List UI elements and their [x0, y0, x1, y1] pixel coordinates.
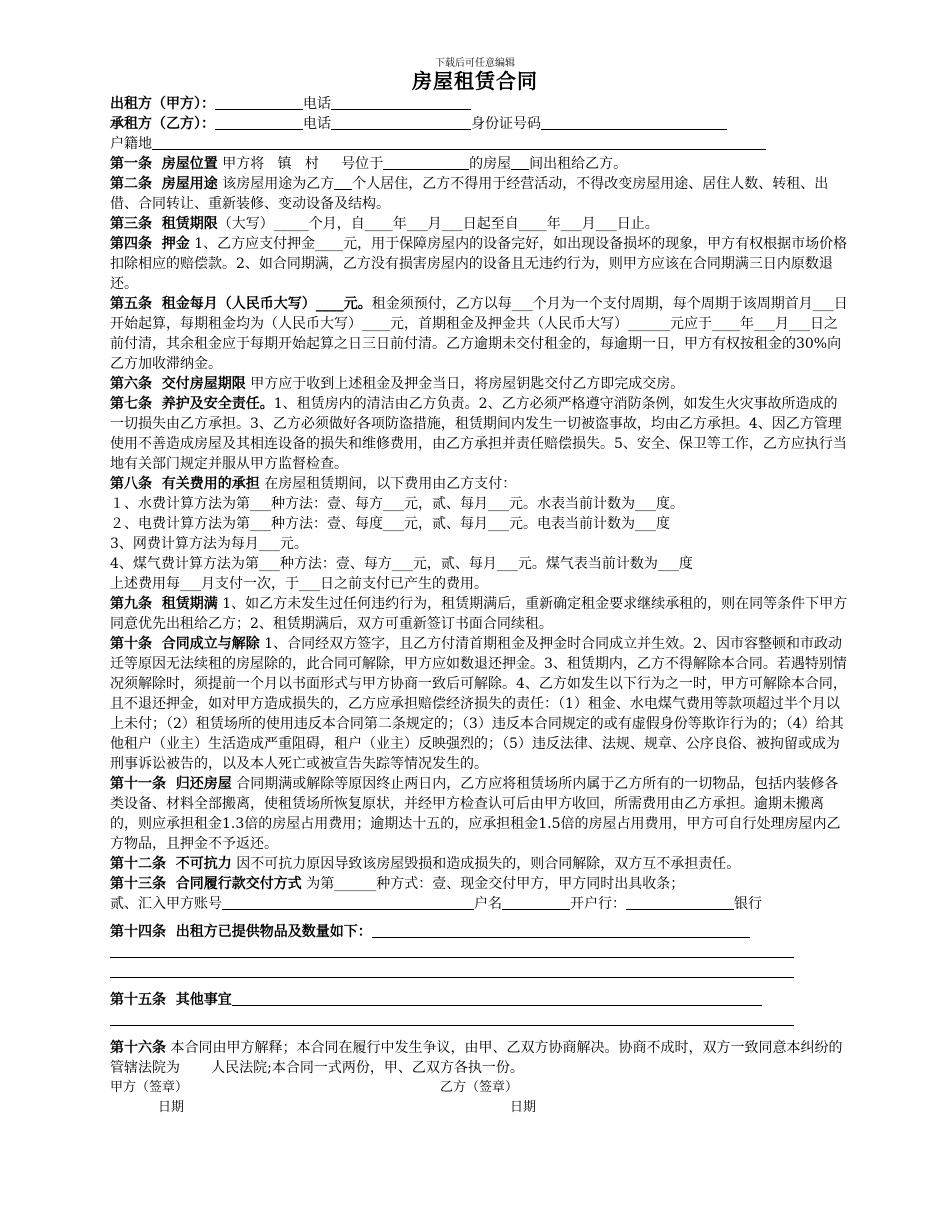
bank-transfer-label: 贰、汇入甲方账号	[110, 896, 222, 912]
article-16-heading: 第十六条	[110, 1040, 166, 1056]
electricity-fee-line: ２、电费计算方法为第___种方法：壹、每度___元，贰、每月___元。电表当前计数为___度	[110, 516, 670, 532]
article-15-heading: 第十五条 其他事宜	[110, 992, 232, 1008]
article-15	[110, 990, 850, 1010]
domicile-blank	[152, 135, 766, 150]
lessee-label: 承租方（乙方）：	[110, 116, 215, 132]
lessor-name-blank	[215, 95, 303, 110]
article-1-rooms-blank	[511, 155, 529, 170]
article-5	[110, 294, 850, 374]
article-3-heading: 第三条 租赁期限	[110, 216, 218, 232]
article-15-blank	[232, 991, 762, 1006]
account-name-label: 户名	[474, 896, 502, 912]
article-16	[110, 1038, 850, 1078]
bank-transfer-line	[110, 894, 850, 914]
article-13-text: 为第______种方式：壹、现金交付甲方，甲方同时出具收条；	[301, 876, 685, 892]
article-3-text: （大写）_____个月，自____年___月___日起至自____年___月___日止。	[217, 216, 659, 232]
network-fee-line: 3、网费计算方法为每月___元。	[110, 536, 308, 552]
article-14	[110, 922, 850, 942]
lessor-phone-label: 电话	[303, 96, 331, 112]
bank-name-label: 开户行：	[570, 896, 626, 912]
gas-fee-line: 4、煤气费计算方法为第___种方法：壹、每方___元，贰、每月___元。煤气表当前计数为___度	[110, 556, 693, 572]
article-15-line-2	[110, 1010, 850, 1030]
payment-cycle-line: 上述费用每___月支付一次，于___日之前支付已产生的费用。	[110, 576, 488, 592]
lessor-line	[110, 94, 850, 114]
article-2-heading: 第二条 房屋用途	[110, 176, 218, 192]
article-1-text: 甲方将 镇 村 号位于	[217, 156, 384, 172]
lessee-phone-blank	[331, 115, 471, 130]
lessee-line	[110, 114, 850, 134]
article-6-text: 甲方应于收到上述租金及押金当日，将房屋钥匙交付乙方即完成交房。	[245, 376, 685, 392]
signature-row	[110, 1078, 850, 1098]
lessor-phone-blank	[331, 95, 471, 110]
party-b-date: 日期	[510, 1100, 537, 1115]
article-13-heading: 第十三条 合同履行款交付方式	[110, 876, 302, 892]
party-a-signature: 甲方（签章）	[110, 1080, 189, 1095]
domicile-line	[110, 134, 850, 154]
article-16-text: 本合同由甲方解释；本合同在履行中发生争议，由甲、乙双方协商解决。协商不成时，双方一致同意本纠纷的管辖法院为 人民法院;本合同一式两份，甲、乙双方各执一份。	[110, 1040, 843, 1076]
article-4-heading: 第四条 押金	[110, 236, 190, 252]
article-9-text: 1、如乙方未发生过任何违约行为，租赁期满后，重新确定租金要求继续承租的，则在同等条件下甲方同意优先出租给乙方；2、租赁期满后，双方可重新签订书面合同续租。	[110, 596, 848, 632]
article-12-heading: 第十二条 不可抗力	[110, 856, 232, 872]
party-b-signature: 乙方（签章）	[440, 1080, 519, 1095]
article-4-text: 1、乙方应支付押金____元，用于保障房屋内的设备完好，如出现设备损坏的现象，甲方有权根据市场价格扣除相应的赔偿款。2、如合同期满，乙方没有损害房屋内的设备且无违约行为，则甲方应该在合同期满三日内原数退还。	[110, 236, 848, 292]
article-1	[110, 154, 850, 174]
article-10-text: 1、合同经双方签字，且乙方付清首期租金及押金时合同成立并生效。2、因市容整顿和市政动迁等原因无法续租的房屋除的，此合同可解除，甲方应如数退还押金。3、租赁期内，乙方不得解除本合同。若遇特别情况须解除时，须提前一个月以书面形式与甲方协商一致后可解除。4、乙方如发生以下行为之一时，甲方可解除本合同，且不退还押金，如对甲方造成损失的，乙方应承担赔偿经济损失的责任：（1）租金、水电煤气费用等款项超过半个月以上未付；（2）租赁场所的使用违反本合同第二条规定的；（3）违反本合同规定的或有虚假身份等欺诈行为的；（4）给其他租户（业主）生活造成严重阻碍，租户（业主）反映强烈的；（5）违反法律、法规、规章、公序良俗、被拘留或成为刑事诉讼被告的，以及本人死亡或被宣告失踪等情况发生的。	[110, 636, 847, 772]
document-title: 房屋租赁合同	[412, 69, 538, 93]
article-11	[110, 774, 850, 854]
article-1-heading: 第一条 房屋位置	[110, 156, 218, 172]
account-number-blank	[222, 895, 474, 910]
article-8-heading: 第八条 有关费用的承担	[110, 476, 260, 492]
article-13	[110, 874, 850, 894]
contract-body	[110, 94, 850, 1118]
article-6-heading: 第六条 交付房屋期限	[110, 376, 246, 392]
article-9	[110, 594, 850, 634]
lessee-id-label: 身份证号码	[471, 116, 541, 132]
article-14-line-3	[110, 962, 850, 982]
article-11-text: 合同期满或解除等原因终止两日内，乙方应将租赁场所内属于乙方所有的一切物品，包括内装修各类设备、材料全部搬离，使租赁场所恢复原状，并经甲方检查认可后由甲方收回，所需费用由乙方承担。逾期未搬离的，则应承担租金1.3倍的房屋占用费用；逾期达十五的，应承担租金1.5倍的房屋占用费用，甲方可自行处理房屋内乙方物品，且押金不予返还。	[110, 776, 841, 852]
article-12-text: 因不可抗力原因导致该房屋毁损和造成损失的，则合同解除，双方互不承担责任。	[231, 856, 741, 872]
article-1-end: 间出租给乙方。	[529, 156, 628, 172]
article-6	[110, 374, 850, 394]
article-10	[110, 634, 850, 774]
article-14-blank	[372, 923, 750, 938]
article-3	[110, 214, 850, 234]
article-7-heading: 第七条 养护及安全责任。	[110, 396, 274, 412]
article-14-line-2	[110, 942, 850, 962]
article-9-heading: 第九条 租赁期满	[110, 596, 218, 612]
date-row	[110, 1098, 850, 1118]
article-2-blank	[334, 175, 352, 190]
article-4	[110, 234, 850, 294]
article-8-text: 在房屋租赁期间，以下费用由乙方支付：	[259, 476, 517, 492]
water-fee-line: １、水费计算方法为第___种方法：壹、每方___元，贰、每月___元。水表当前计数为___度。	[110, 496, 684, 512]
article-2-tail: 个人居住，乙方不得用于经营活动，不得改变房屋用途、居住人数、转租、出借、合同转让、重新装修、变动设备及结构。	[110, 176, 829, 212]
article-7-text: 1、租赁房内的清洁由乙方负责。2、乙方必须严格遵守消防条例，如发生火灾事故所造成的一切损失由乙方承担。3、乙方必须做好各项防盗措施，租赁期间内发生一切被盗事故，均由乙方承担。4、因乙方管理使用不善造成房屋及其相连设备的损失和维修费用，由乙方承担并责任赔偿损失。5、安全、保卫等工作，乙方应执行当地有关部门规定并服从甲方监督检查。	[110, 396, 847, 472]
bank-name-blank	[626, 895, 734, 910]
article-10-heading: 第十条 合同成立与解除	[110, 636, 260, 652]
article-8	[110, 474, 850, 494]
article-2	[110, 174, 850, 214]
lessee-id-blank	[541, 115, 727, 130]
account-name-blank	[502, 895, 570, 910]
article-5-text: 租金须预付，乙方以每___个月为一个支付周期，每个周期于该周期首月___日开始起算，每期租金均为（人民币大写）____元，首期租金及押金共（人民币大写）______元应于____年___月___日之前付清，其余租金应于每期开始起算之日三日前付清。乙方逾期未交付租金的，每逾期一日，甲方有权按租金的30%向乙方加收滞纳金。	[110, 296, 848, 372]
article-14-heading: 第十四条 出租方已提供物品及数量如下：	[110, 924, 372, 940]
edit-note: 下载后可任意编辑	[435, 58, 515, 69]
lessor-label: 出租方（甲方）：	[110, 96, 215, 112]
domicile-label: 户籍地	[110, 136, 152, 152]
article-5-heading: 第五条 租金每月（人民币大写）____元。	[110, 296, 372, 312]
lessee-name-blank	[215, 115, 303, 130]
article-7	[110, 394, 850, 474]
party-a-date: 日期	[158, 1100, 185, 1115]
article-11-heading: 第十一条 归还房屋	[110, 776, 232, 792]
article-1-location-blank	[383, 155, 469, 170]
article-12	[110, 854, 850, 874]
lessee-phone-label: 电话	[303, 116, 331, 132]
article-2-text: 该房屋用途为乙方	[217, 176, 335, 192]
article-1-tail: 的房屋	[469, 156, 512, 172]
bank-suffix: 银行	[734, 896, 762, 912]
